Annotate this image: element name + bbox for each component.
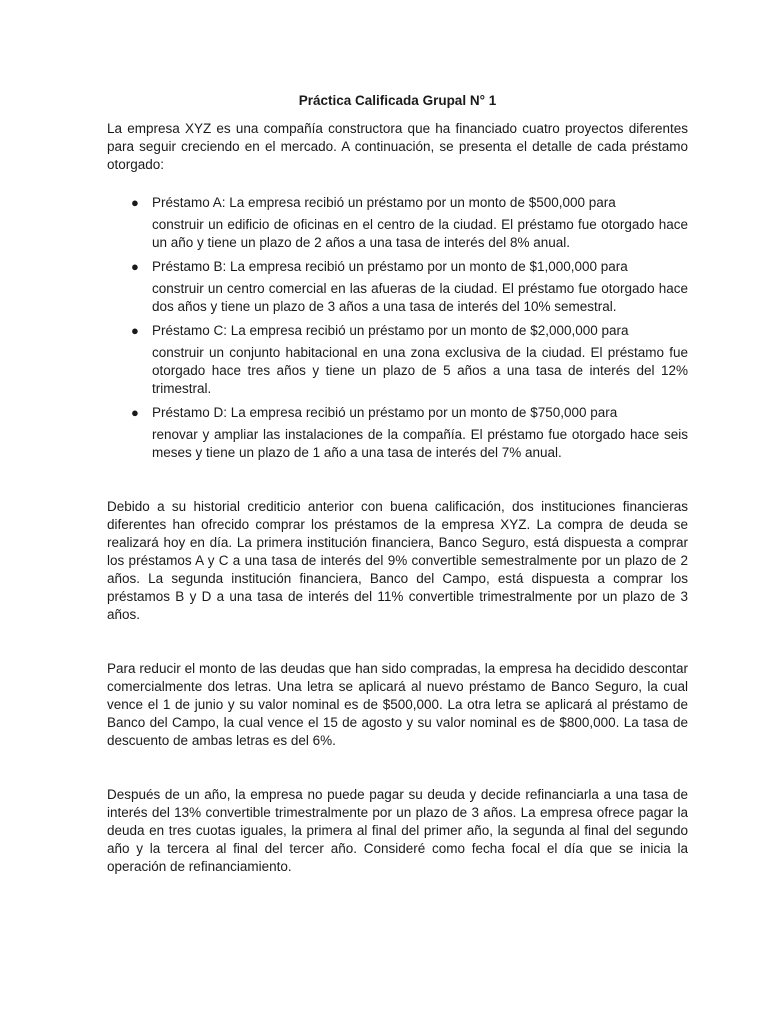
discount-paragraph: Para reducir el monto de las deudas que han sido compradas, la empresa ha decidido descontar comercialmente dos letras. Una letra se aplicará al nuevo préstamo de Banco Seguro, la cual vence el 1 de junio y su valor nominal es de $500,000. La otra letra se aplicará al préstamo de Banco del Campo, la cual vence el 15 de agosto y su valor nominal es de $800,000. La tasa de descuento de ambas letras es del 6%. xyxy=(107,661,688,748)
refinance-paragraph: Después de un año, la empresa no puede pagar su deuda y decide refinanciarla a una tasa de interés del 13% convertible trimestralmente por un plazo de 3 años. La empresa ofrece pagar la deuda en tres cuotas iguales, la primera al final del primer año, la segunda al final del segundo año y la tercera al final del tercer año. Consideré como fecha focal el día que se inicia la operación de refinanciamiento. xyxy=(107,787,688,874)
loan-item-c xyxy=(107,322,688,398)
bullet-icon: ● xyxy=(131,405,139,420)
loan-rest: construir un edificio de oficinas en el centro de la ciudad. El préstamo fue otorgado hace un año y tiene un plazo de 2 años a una tasa de interés del 8% anual. xyxy=(152,217,688,250)
loan-text xyxy=(152,194,688,252)
loan-first-line: Préstamo B: La empresa recibió un préstamo por un monto de $1,000,000 para xyxy=(152,259,628,274)
loan-rest: construir un centro comercial en las afueras de la ciudad. El préstamo fue otorgado hace dos años y tiene un plazo de 3 años a una tasa de interés del 10% semestral. xyxy=(152,281,688,314)
document-title: Práctica Calificada Grupal N° 1 xyxy=(298,93,497,108)
debt-purchase-paragraph: Debido a su historial crediticio anterior con buena calificación, dos instituciones financieras diferentes han ofrecido comprar los préstamos de la empresa XYZ. La compra de deuda se realizará hoy en día. La primera institución financiera, Banco Seguro, está dispuesta a comprar los préstamos A y C a una tasa de interés del 9% convertible semestralmente por un plazo de 2 años. La segunda institución financiera, Banco del Campo, está dispuesta a comprar los préstamos B y D a una tasa de interés del 11% convertible trimestralmente por un plazo de 3 años. xyxy=(107,499,688,622)
loan-first-line: Préstamo D: La empresa recibió un préstamo por un monto de $750,000 para xyxy=(152,405,618,420)
bullet-icon: ● xyxy=(131,195,139,210)
loan-first-line: Préstamo C: La empresa recibió un préstamo por un monto de $2,000,000 para xyxy=(152,323,629,338)
loan-text xyxy=(152,322,688,398)
loan-text xyxy=(152,258,688,316)
loan-list xyxy=(107,194,688,462)
bullet-icon: ● xyxy=(131,259,139,274)
loan-item-a xyxy=(107,194,688,252)
bullet-icon: ● xyxy=(131,323,139,338)
loan-item-b xyxy=(107,258,688,316)
loan-first-line: Préstamo A: La empresa recibió un préstamo por un monto de $500,000 para xyxy=(152,195,616,210)
intro-paragraph: La empresa XYZ es una compañía constructora que ha financiado cuatro proyectos diferentes para seguir creciendo en el mercado. A continuación, se presenta el detalle de cada préstamo otorgado: xyxy=(107,121,688,172)
loan-text xyxy=(152,404,688,462)
loan-rest: renovar y ampliar las instalaciones de la compañía. El préstamo fue otorgado hace seis meses y tiene un plazo de 1 año a una tasa de interés del 7% anual. xyxy=(152,427,688,460)
loan-item-d xyxy=(107,404,688,462)
loan-rest: construir un conjunto habitacional en una zona exclusiva de la ciudad. El préstamo fue otorgado hace tres años y tiene un plazo de 5 años a una tasa de interés del 12% trimestral. xyxy=(152,345,688,396)
